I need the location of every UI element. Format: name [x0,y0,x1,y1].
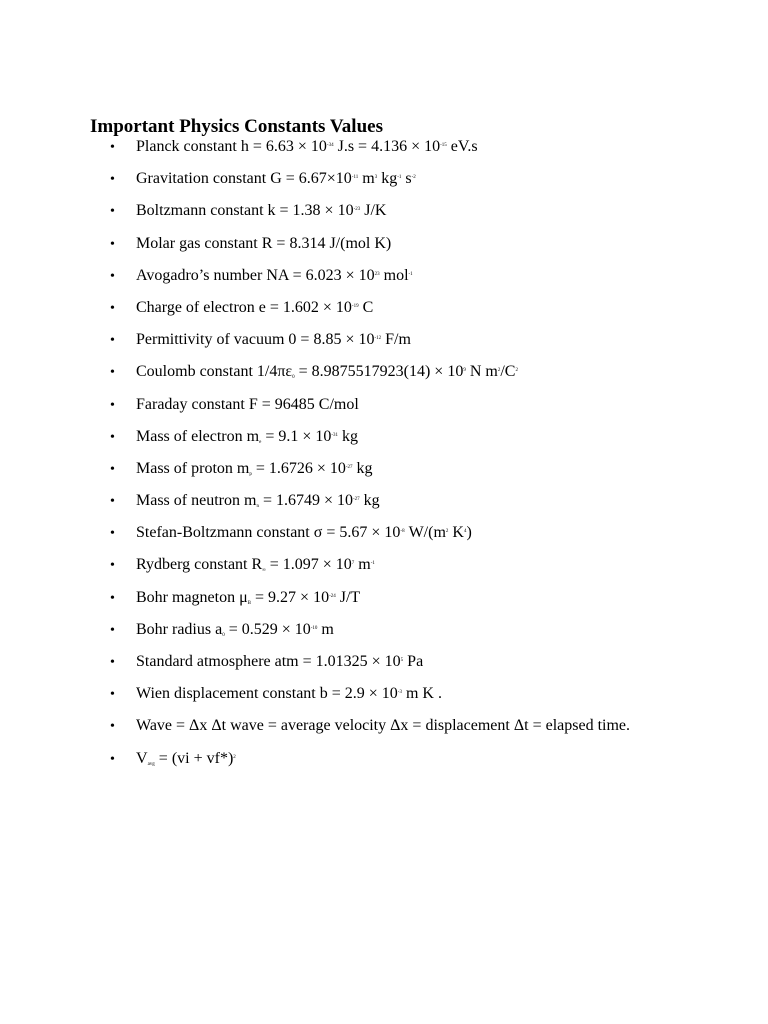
list-item [0,618,768,650]
list-item [0,296,768,328]
list-item-text: Planck constant $h = 6.63 \times 10^{-34}$ $J.s = 4.136 \times 10^{-15}$ eV.s [136,138,478,155]
list-item-text: Molar gas constant R = 8.314 J/(mol K) [136,234,392,252]
bullet: • [110,719,115,735]
list-item [0,489,768,521]
bullet: • [110,300,115,316]
list-item-text: Standard atmosphere atm = $1.01325 \times 10^5$ Pa [136,653,424,670]
list-item-text: Stefan-Boltzmann constant $\sigma = 5.67 \times 10^{-8}$ $W/(m^2$ $K^4$) [136,524,472,542]
list-item [0,167,768,199]
bullet: • [110,526,115,542]
bullet: • [110,236,115,252]
list-item [0,425,768,457]
list-item [0,328,768,360]
list-item-text: Mass of proton $m_p = 1.6726 \times 10^{-27}$ kg [136,459,373,477]
list-item [0,360,768,392]
list-item-text: Gravitation constant $G = 6.67\times 10^{-11}$ $m^3$ $kg^{-1}$ $s^{-2}$ [136,170,416,188]
bullet: • [110,687,115,703]
list-item [0,457,768,489]
list-item [0,586,768,618]
list-item [0,393,768,425]
bullet: • [110,429,115,445]
bullet: • [110,172,115,188]
list-item-text: Bohr magneton $\mu_B = 9.27 \times 10^{-24}$ J/T [136,588,361,606]
list-item-text: Permittivity of vacuum $0 = 8.85 \times 10^{-12}$ F/m [136,331,411,349]
list-item-text: Wave = Δx Δt wave = average velocity Δx = displacement Δt = elapsed time. [136,717,631,735]
bullet: • [110,494,115,510]
list-item-text: Wien displacement constant $b = 2.9 \times 10^{-3}$ m K . [136,685,442,703]
constants-list [0,135,768,779]
list-item [0,232,768,264]
page-title: Important Physics Constants Values [90,116,383,137]
bullet: • [110,461,115,477]
bullet: • [110,268,115,284]
bullet: • [110,365,115,381]
bullet: • [110,655,115,670]
bullet: • [110,140,115,155]
list-item-text: Mass of neutron $m_n = 1.6749 \times 10^{-27}$ kg [136,492,380,510]
bullet: • [110,333,115,349]
list-item-text: Avogadro’s number NA = $6.023 \times 10^{23}$ mol$^{-1}$ [136,266,413,284]
list-item-text: $V_{avg} = (vi + vf*)^2$ [136,749,236,767]
list-item [0,714,768,746]
list-item-text: Coulomb constant $1/4\pi\varepsilon_0 = 8.9875517923(14) \times 10^9$ N $m^2/C^2$ [136,363,518,381]
list-item-text: Charge of electron $e = 1.602 \times 10^{-19}$ C [136,298,374,316]
list-item [0,747,768,779]
list-item-text: Bohr radius $a_0 = 0.529 \times 10^{-10}$ m [136,620,334,638]
bullet: • [110,751,115,767]
bullet: • [110,397,115,413]
list-item [0,650,768,682]
list-item [0,521,768,553]
list-item-text: Boltzmann constant $k = 1.38 \times 10^{-23}$ J/K [136,202,387,220]
list-item [0,682,768,714]
list-item-text: Rydberg constant $R_\infty = 1.097 \times 10^7$ $m^{-1}$ [136,556,375,574]
bullet: • [110,622,115,638]
list-item [0,199,768,231]
list-item [0,135,768,167]
bullet: • [110,590,115,606]
list-item [0,553,768,585]
list-item-text: Mass of electron $m_e = 9.1 \times 10^{-31}$ kg [136,427,359,445]
list-item [0,264,768,296]
bullet: • [110,558,115,574]
bullet: • [110,204,115,220]
list-item-text: Faraday constant F = 96485 C/mol [136,395,359,413]
